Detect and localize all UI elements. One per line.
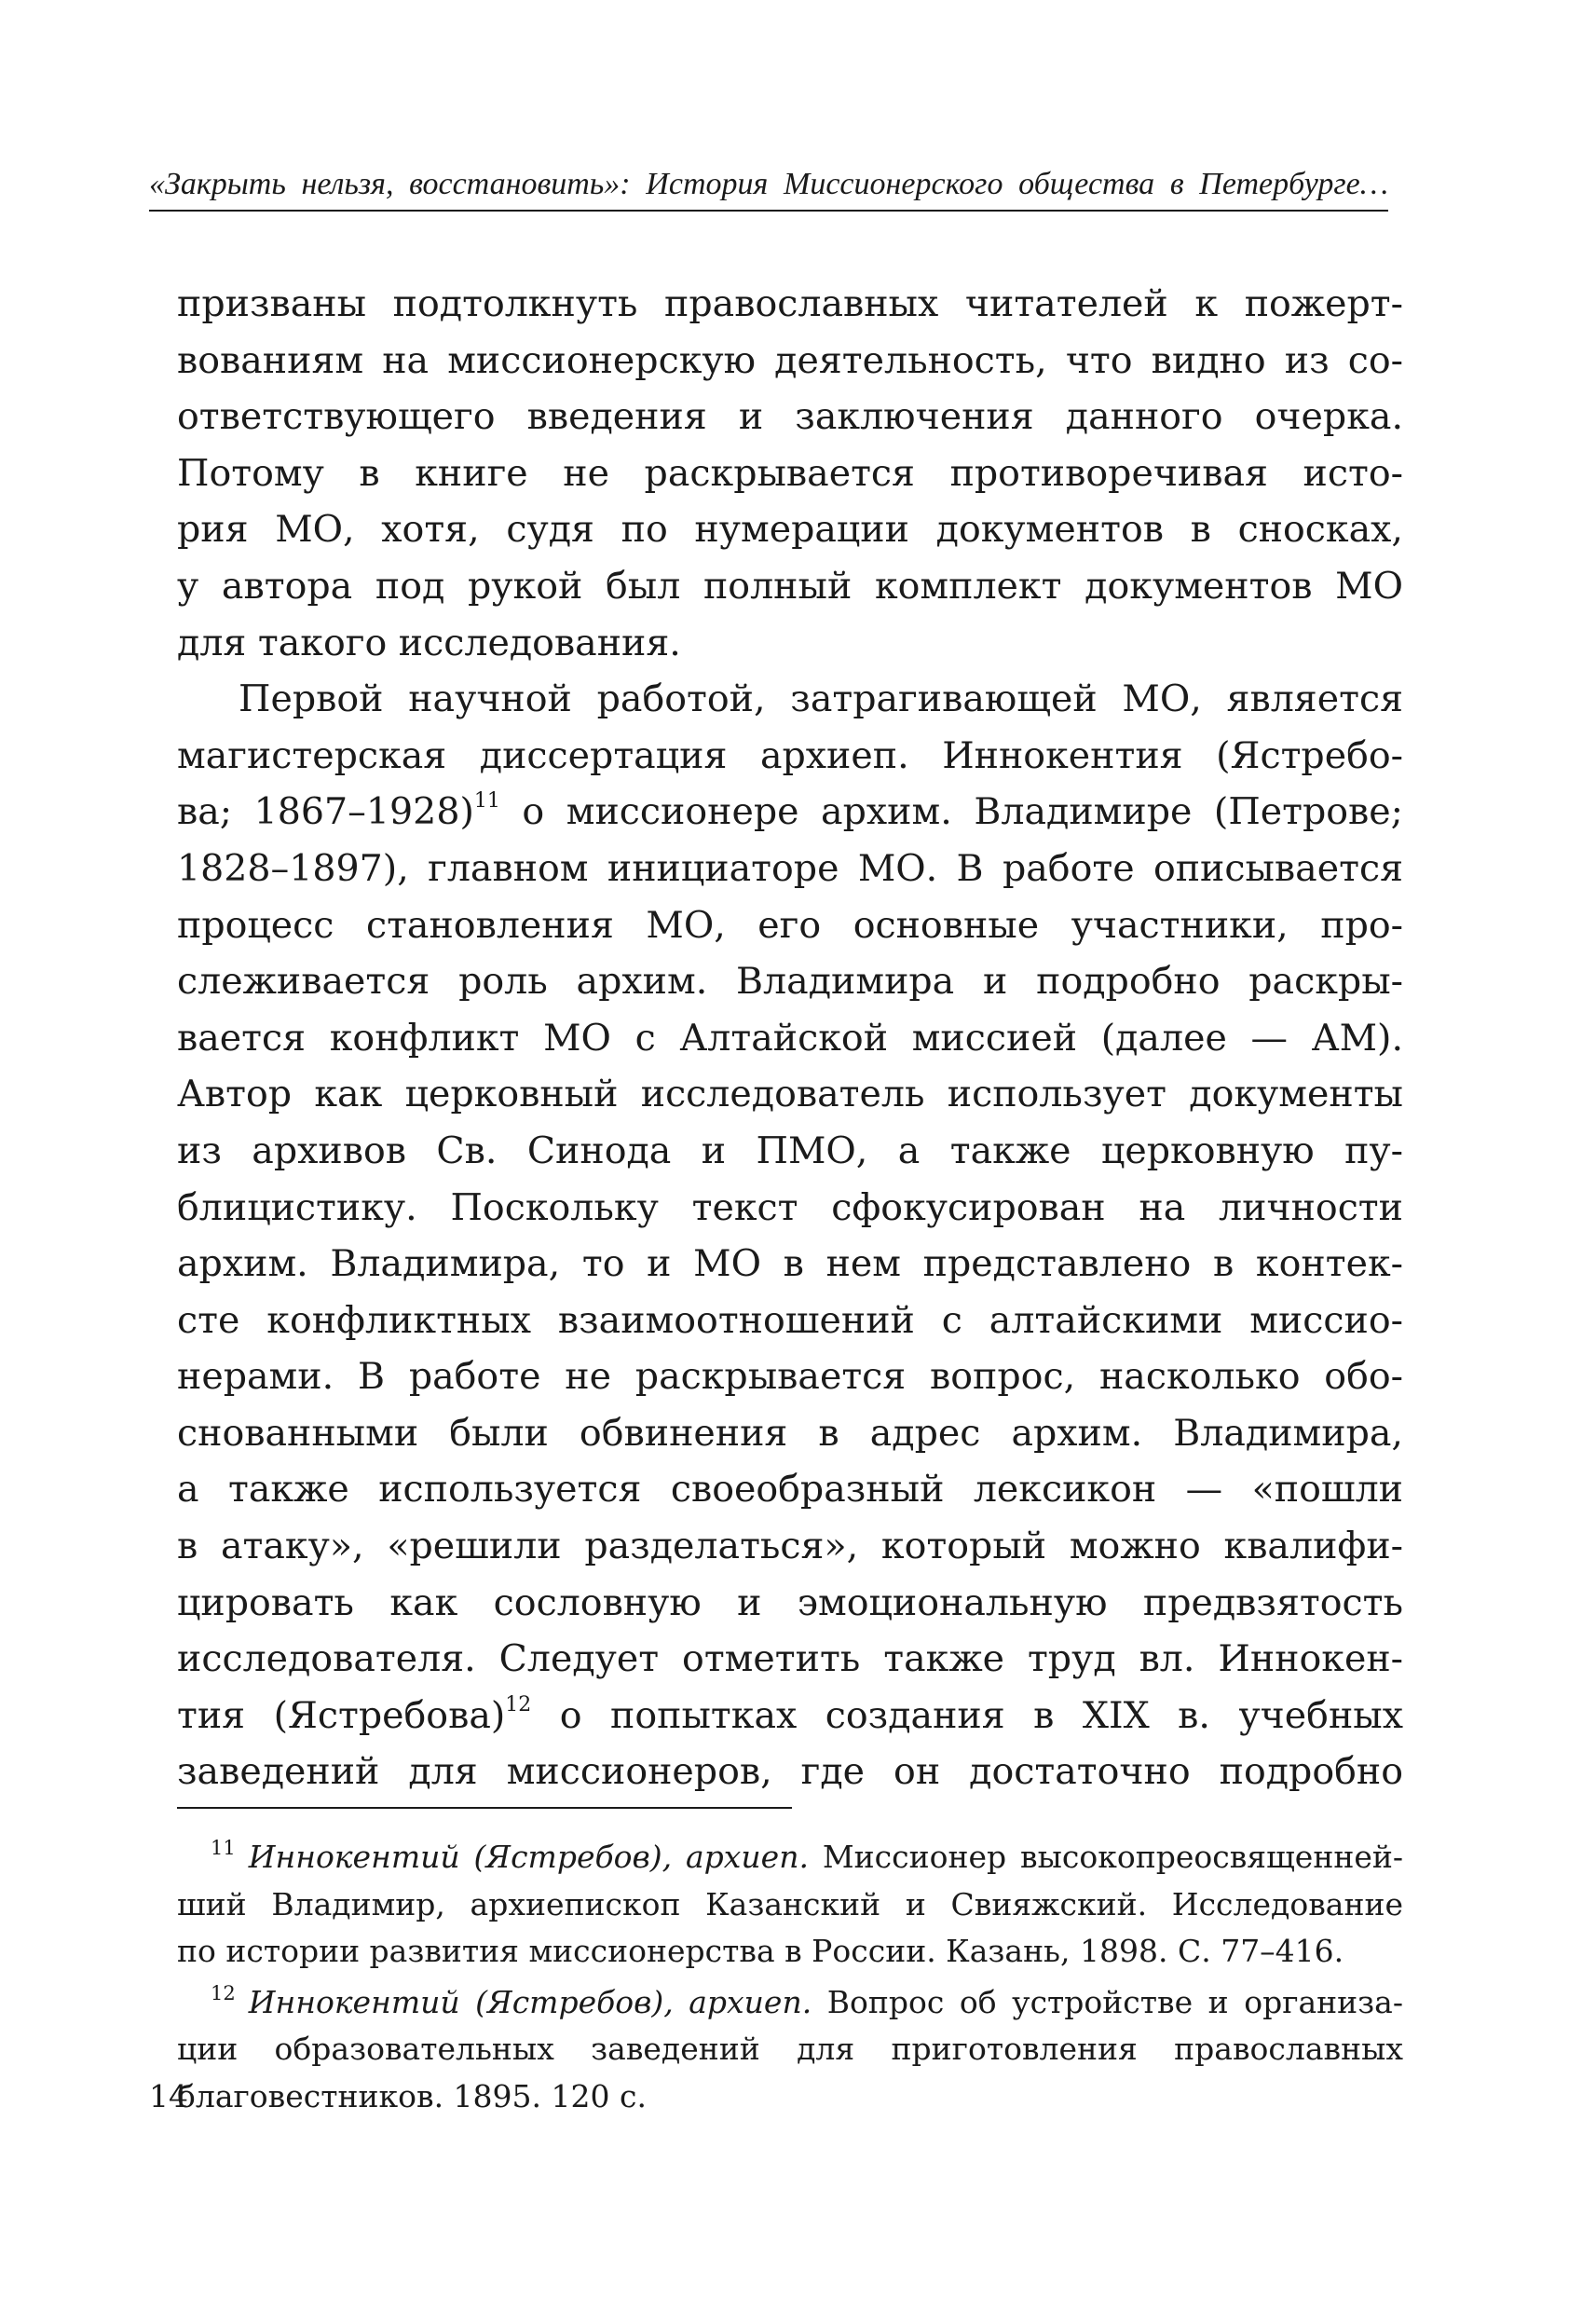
footnote-line: ший Владимир, архиепископ Казанский и Свияжский. Исследование xyxy=(177,1885,1403,1922)
text-segment: тия (Ястребова) xyxy=(177,1693,506,1737)
header-rule xyxy=(149,210,1388,212)
paragraph-1 xyxy=(177,276,1403,671)
running-head: «Закрыть нельзя, восстановить»: История Миссионерского общества в Петербурге… xyxy=(149,167,1388,201)
main-text xyxy=(177,276,1403,1800)
text-line: призваны подтолкнуть православных читателей к пожерт- xyxy=(177,282,1403,325)
text-line: в атаку», «решили разделаться», который можно квалифи- xyxy=(177,1525,1403,1568)
text-line: 1828–1897), главном инициаторе МО. В работе описывается xyxy=(177,846,1403,890)
footnote-line xyxy=(177,1834,1403,1881)
footnote-number: 11 xyxy=(211,1837,236,1859)
text-line: Первой научной работой, затрагивающей МО, является xyxy=(239,677,1403,721)
footnote-ref-11[interactable]: 11 xyxy=(473,789,500,814)
text-line: слеживается роль архим. Владимира и подробно раскры- xyxy=(177,960,1403,1004)
footnote-number: 12 xyxy=(211,1981,236,2004)
text-line: вается конфликт МО с Алтайской миссией (далее — АМ). xyxy=(177,1016,1403,1060)
text-segment: о миссионере архим. Владимире (Петрове; xyxy=(499,790,1403,834)
text-segment: Вопрос об устройстве и организа- xyxy=(812,1983,1403,2020)
text-line: исследователя. Следует отметить также труд вл. Иннокен- xyxy=(177,1637,1403,1681)
text-line: а также используется своеобразный лексикон — «пошли xyxy=(177,1468,1403,1512)
paragraph-2 xyxy=(177,671,1403,1800)
text-line: из архивов Св. Синода и ПМО, а также церковную пу- xyxy=(177,1129,1403,1172)
text-line xyxy=(177,784,1403,841)
text-line: заведений для миссионеров, где он достаточно подробно xyxy=(177,1750,1403,1794)
text-line: архим. Владимира, то и МО в нем представлено в контек- xyxy=(177,1242,1403,1286)
text-line: нерами. В работе не раскрывается вопрос, насколько обо- xyxy=(177,1355,1403,1399)
footnote-line xyxy=(177,1979,1403,2027)
text-line: для такого исследования. xyxy=(177,621,681,664)
text-line: ответствующего введения и заключения данного очерка. xyxy=(177,395,1403,439)
text-line xyxy=(177,1688,1403,1744)
text-line: магистерская диссертация архиеп. Иннокентия (Ястребо- xyxy=(177,733,1403,777)
text-segment: о попытках создания в XIX в. учебных xyxy=(531,1693,1403,1737)
footnote-line: по истории развития миссионерства в России. Казань, 1898. С. 77–416. xyxy=(177,1933,1344,1969)
text-line: процесс становления МО, его основные участники, про- xyxy=(177,903,1403,947)
footnote-author: Иннокентий (Ястребов), архиеп. xyxy=(248,1839,809,1875)
footnote-11 xyxy=(177,1834,1403,1976)
text-line: Автор как церковный исследователь использует документы xyxy=(177,1073,1403,1116)
text-line: блицистику. Поскольку текст сфокусирован на личности xyxy=(177,1185,1403,1229)
footnote-12 xyxy=(177,1979,1403,2121)
footnote-rule xyxy=(177,1807,792,1809)
page-number: 14 xyxy=(149,2078,188,2114)
text-segment: Миссионер высокопреосвященней- xyxy=(808,1839,1403,1875)
text-line: цировать как сословную и эмоциональную предвзятость xyxy=(177,1580,1403,1624)
text-line: Потому в книге не раскрывается противоречивая исто- xyxy=(177,451,1403,495)
text-line: сте конфликтных взаимоотношений с алтайскими миссио- xyxy=(177,1298,1403,1342)
text-line: снованными были обвинения в адрес архим. Владимира, xyxy=(177,1411,1403,1455)
footnote-line: ции образовательных заведений для приготовления православных xyxy=(177,2031,1403,2067)
text-segment: ва; 1867–1928) xyxy=(177,790,474,834)
text-line: рия МО, хотя, судя по нумерации документов в сносках, xyxy=(177,508,1403,552)
text-line: вованиям на миссионерскую деятельность, что видно из со- xyxy=(177,338,1403,382)
footnote-author: Иннокентий (Ястребов), архиеп. xyxy=(248,1983,812,2020)
text-line: у автора под рукой был полный комплект документов МО xyxy=(177,564,1403,608)
footnote-ref-12[interactable]: 12 xyxy=(505,1692,532,1717)
footnote-line: благовестников. 1895. 120 с. xyxy=(177,2077,647,2114)
footnotes xyxy=(177,1834,1403,2124)
